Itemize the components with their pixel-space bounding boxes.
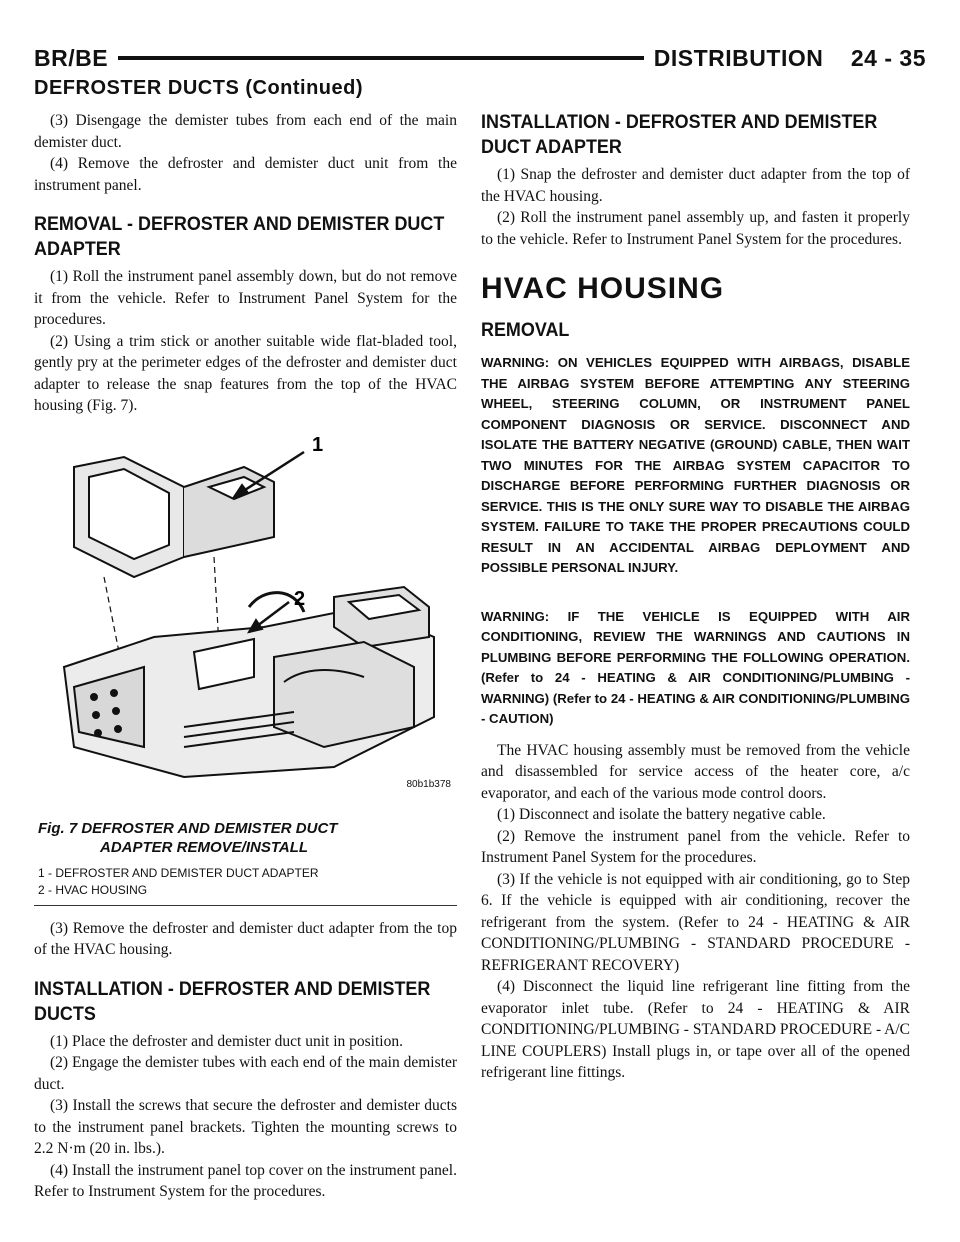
- left-column: [34, 110, 457, 1203]
- paragraph: (1) Disconnect and isolate the battery negative cable.: [497, 806, 826, 823]
- paragraph: (4) Remove the defroster and demister duct unit from the instrument panel.: [34, 155, 457, 194]
- warning-text: WARNING: ON VEHICLES EQUIPPED WITH AIRBAGS, DISABLE THE AIRBAG SYSTEM BEFORE ATTEMPTING ANY STEERING WHEEL, STEERING COLUMN, OR INSTRUMENT PANEL COMPONENT DIAGNOSIS OR SERVICE. DISCONNECT AND ISOLATE THE BATTERY NEGATIVE (GROUND) CABLE, THEN WAIT TWO MINUTES FOR THE AIRBAG SYSTEM CAPACITOR TO DISCHARGE BEFORE PERFORMING FURTHER DIAGNOSIS OR SERVICE. THIS IS THE ONLY SURE WAY TO DISABLE THE AIRBAG SYSTEM. FAILURE TO TAKE THE PROPER PRECAUTIONS COULD RESULT IN AN ACCIDENTAL AIRBAG DEPLOYMENT AND POSSIBLE PERSONAL INJURY.: [481, 355, 910, 575]
- paragraph: (2) Roll the instrument panel assembly up, and fasten it properly to the vehicle. Refer to Instrument Panel System for the procedures.: [481, 209, 910, 248]
- paragraph: (1) Snap the defroster and demister duct adapter from the top of the HVAC housing.: [481, 166, 910, 205]
- callout-1: 1: [312, 433, 324, 456]
- page-header: [34, 44, 926, 72]
- paragraph: (2) Engage the demister tubes with each end of the main demister duct.: [34, 1054, 457, 1093]
- warning-text: WARNING: IF THE VEHICLE IS EQUIPPED WITH AIR CONDITIONING, REVIEW THE WARNINGS AND CAUTIONS IN PLUMBING BEFORE PERFORMING THE FOLLOWING OPERATION. (Refer to 24 - HEATING & AIR CONDITIONING/PLUMBING - WARNING) (Refer to 24 - HEATING & AIR CONDITIONING/PLUMBING - CAUTION): [481, 608, 910, 726]
- paragraph: (3) Install the screws that secure the defroster and demister ducts to the instrument panel brackets. Tighten the mounting screws to 2.2 N·m (20 in. lbs.).: [34, 1097, 457, 1157]
- callout-2: 2: [294, 587, 306, 610]
- paragraph: (3) Disengage the demister tubes from each end of the main demister duct.: [34, 112, 457, 151]
- chapter-heading: HVAC HOUSING: [481, 272, 725, 305]
- caption-line: Fig. 7 DEFROSTER AND DEMISTER DUCT: [38, 819, 338, 837]
- paragraph: (3) Remove the defroster and demister duct adapter from the top of the HVAC housing.: [34, 919, 457, 958]
- continued-heading: DEFROSTER DUCTS (Continued): [34, 77, 364, 99]
- paragraph: (4) Install the instrument panel top cover on the instrument panel. Refer to Instrument System for the procedures.: [34, 1161, 457, 1200]
- header-section: DISTRIBUTION 24 - 35: [653, 44, 926, 71]
- legend-item: 1 - DEFROSTER AND DEMISTER DUCT ADAPTER: [38, 865, 319, 880]
- right-column: [481, 110, 910, 1084]
- caption-line: ADAPTER REMOVE/INSTALL: [100, 838, 309, 856]
- paragraph: (3) If the vehicle is not equipped with air conditioning, go to Step 6. If the vehicle is equipped with air conditioning, recover the refrigerant from the system. (Refer to 24 - HEATING & AIR CONDITIONING/PLUMBING - STANDARD PROCEDURE - REFRIGERANT RECOVERY): [481, 870, 910, 974]
- figure-7: [34, 427, 457, 817]
- paragraph: The HVAC housing assembly must be removed from the vehicle and disassembled for service access of the heater core, a/c evaporator, and each of the various mode control doors.: [481, 741, 910, 802]
- section-heading: REMOVAL - DEFROSTER AND DEMISTER DUCT ADAPTER: [34, 213, 445, 260]
- paragraph: (2) Using a trim stick or another suitable wide flat-bladed tool, gently pry at the perimeter edges of the defroster and demister duct adapter to release the snap features from the top of the HVAC housing (Fig. 7).: [34, 332, 457, 414]
- header-model: BR/BE: [34, 44, 109, 71]
- hvac-housing-illustration: [34, 427, 457, 817]
- section-heading: INSTALLATION - DEFROSTER AND DEMISTER DUCTS: [34, 977, 431, 1025]
- section-heading: REMOVAL: [481, 319, 570, 341]
- figure-legend: [34, 865, 457, 906]
- paragraph: (2) Remove the instrument panel from the vehicle. Refer to Instrument Panel System for the procedures.: [481, 827, 910, 866]
- figure-caption: [34, 819, 457, 857]
- section-heading: INSTALLATION - DEFROSTER AND DEMISTER DUCT ADAPTER: [481, 111, 878, 158]
- figure-id: 80b1b378: [406, 778, 451, 790]
- legend-item: 2 - HVAC HOUSING: [38, 882, 148, 897]
- header-rule: [118, 56, 644, 60]
- paragraph: (4) Disconnect the liquid line refrigerant line fitting from the evaporator inlet tube. (Refer to 24 - HEATING & AIR CONDITIONING/PLUMBING - STANDARD PROCEDURE - A/C LINE COUPLERS) Install plugs in, or tape over all of the opened refrigerant line fittings.: [481, 978, 910, 1081]
- paragraph: (1) Roll the instrument panel assembly down, but do not remove it from the vehicle. Refer to Instrument Panel System for the procedures.: [34, 268, 457, 328]
- paragraph: (1) Place the defroster and demister duct unit in position.: [50, 1032, 403, 1050]
